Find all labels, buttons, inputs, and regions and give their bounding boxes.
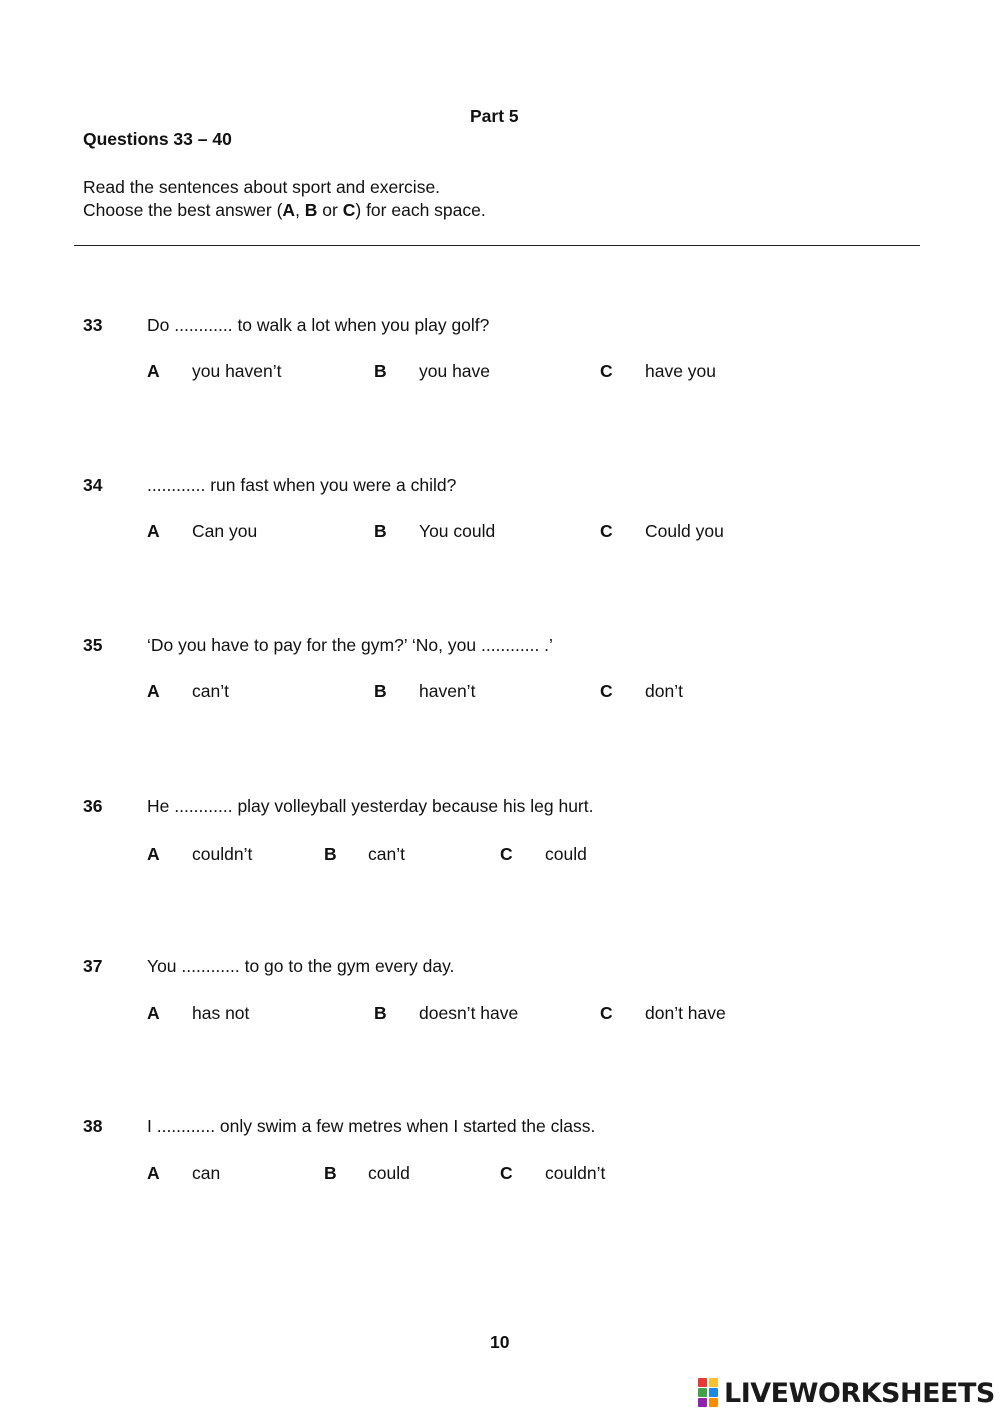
option-text-c[interactable]: couldn’t <box>545 1163 606 1183</box>
question-number: 36 <box>83 796 103 816</box>
option-letter-c[interactable]: C <box>500 1163 513 1183</box>
question-text: Do ............ to walk a lot when you play golf? <box>147 315 490 335</box>
option-text-a[interactable]: has not <box>192 1003 250 1023</box>
instruction-text-pre: Choose the best answer ( <box>83 200 283 220</box>
question-number: 33 <box>83 315 103 335</box>
question-number: 38 <box>83 1116 103 1136</box>
option-letter-c[interactable]: C <box>600 361 613 381</box>
page-number: 10 <box>490 1332 510 1352</box>
option-letter-b[interactable]: B <box>324 844 337 864</box>
option-text-b[interactable]: You could <box>419 521 496 541</box>
option-text-a[interactable]: Can you <box>192 521 258 541</box>
option-text-a[interactable]: can’t <box>192 681 229 701</box>
option-letter-b[interactable]: B <box>374 681 387 701</box>
option-letter-c[interactable]: C <box>500 844 513 864</box>
option-letter-c[interactable]: C <box>600 1003 613 1023</box>
liveworksheets-logo[interactable] <box>698 1377 995 1409</box>
option-text-b[interactable]: haven’t <box>419 681 476 701</box>
question-text: ‘Do you have to pay for the gym?’ ‘No, you ............ .’ <box>147 635 553 655</box>
instruction-letter-b: B <box>304 200 318 220</box>
part-title: Part 5 <box>470 106 519 126</box>
question-text: You ............ to go to the gym every day. <box>147 956 455 976</box>
option-letter-b[interactable]: B <box>374 1003 387 1023</box>
instruction-sep-1: , <box>295 200 305 220</box>
question-text: I ............ only swim a few metres when I started the class. <box>147 1116 596 1136</box>
option-letter-c[interactable]: C <box>600 521 613 541</box>
option-text-c[interactable]: don’t <box>645 681 683 701</box>
logo-text: LIVEWORKSHEETS <box>724 1377 995 1409</box>
question-number: 35 <box>83 635 103 655</box>
option-text-b[interactable]: you have <box>419 361 491 381</box>
header-divider <box>74 245 920 246</box>
option-letter-a[interactable]: A <box>147 844 160 864</box>
option-text-c[interactable]: don’t have <box>645 1003 726 1023</box>
option-text-c[interactable]: Could you <box>645 521 724 541</box>
option-letter-a[interactable]: A <box>147 521 160 541</box>
option-letter-a[interactable]: A <box>147 1003 160 1023</box>
option-text-b[interactable]: doesn’t have <box>419 1003 519 1023</box>
option-text-c[interactable]: have you <box>645 361 717 381</box>
option-letter-a[interactable]: A <box>147 361 160 381</box>
option-text-c[interactable]: could <box>545 844 587 864</box>
question-text: ............ run fast when you were a child? <box>147 475 457 495</box>
option-text-b[interactable]: can’t <box>368 844 405 864</box>
option-letter-b[interactable]: B <box>374 361 387 381</box>
option-letter-a[interactable]: A <box>147 1163 160 1183</box>
option-letter-b[interactable]: B <box>374 521 387 541</box>
instruction-line-1: Read the sentences about sport and exercise. <box>83 177 441 197</box>
option-letter-a[interactable]: A <box>147 681 160 701</box>
option-text-a[interactable]: you haven’t <box>192 361 282 381</box>
option-text-a[interactable]: couldn’t <box>192 844 253 864</box>
option-letter-c[interactable]: C <box>600 681 613 701</box>
instruction-letter-a: A <box>282 200 296 220</box>
question-number: 37 <box>83 956 103 976</box>
instruction-letter-c: C <box>342 200 356 220</box>
instruction-line-2 <box>83 200 486 221</box>
question-number: 34 <box>83 475 103 495</box>
option-text-a[interactable]: can <box>192 1163 221 1183</box>
instruction-sep-2: or <box>317 200 343 220</box>
questions-range: Questions 33 – 40 <box>83 129 232 149</box>
option-text-b[interactable]: could <box>368 1163 410 1183</box>
question-text: He ............ play volleyball yesterday because his leg hurt. <box>147 796 594 816</box>
instruction-text-post: ) for each space. <box>355 200 486 220</box>
liveworksheets-icon <box>698 1378 722 1408</box>
option-letter-b[interactable]: B <box>324 1163 337 1183</box>
